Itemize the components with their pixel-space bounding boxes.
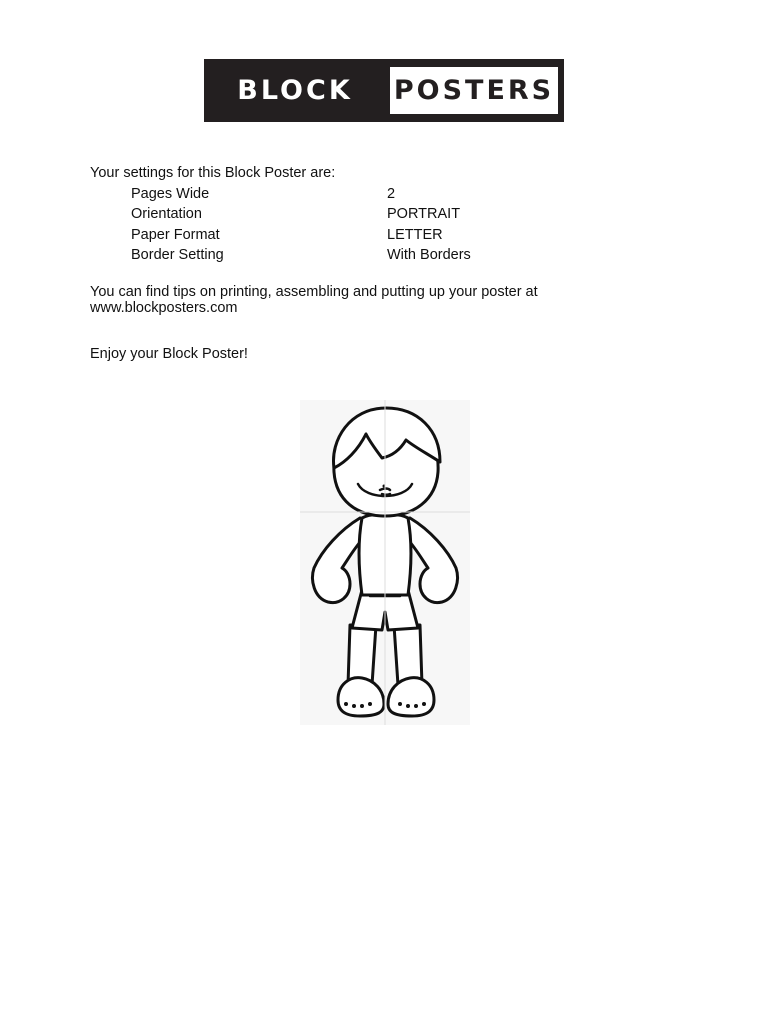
setting-value-paper-format: LETTER — [387, 227, 443, 243]
logo-block-word: BLOCK — [237, 75, 353, 106]
website-link[interactable]: www.blockposters.com — [90, 300, 238, 316]
setting-value-border-setting: With Borders — [387, 247, 471, 263]
setting-value-pages-wide: 2 — [387, 186, 396, 202]
cartoon-boy-icon — [300, 400, 470, 725]
blockposters-logo — [204, 59, 564, 122]
closing-text: Enjoy your Block Poster! — [90, 346, 248, 362]
logo-posters-word: POSTERS — [390, 67, 558, 114]
setting-label-paper-format: Paper Format — [131, 227, 220, 243]
setting-label-border-setting: Border Setting — [131, 247, 224, 263]
settings-intro: Your settings for this Block Poster are: — [90, 165, 336, 181]
setting-label-pages-wide: Pages Wide — [131, 186, 210, 202]
tips-text: You can find tips on printing, assembling and putting up your poster at — [90, 284, 538, 300]
setting-label-orientation: Orientation — [131, 206, 202, 222]
setting-value-orientation: PORTRAIT — [387, 206, 461, 222]
